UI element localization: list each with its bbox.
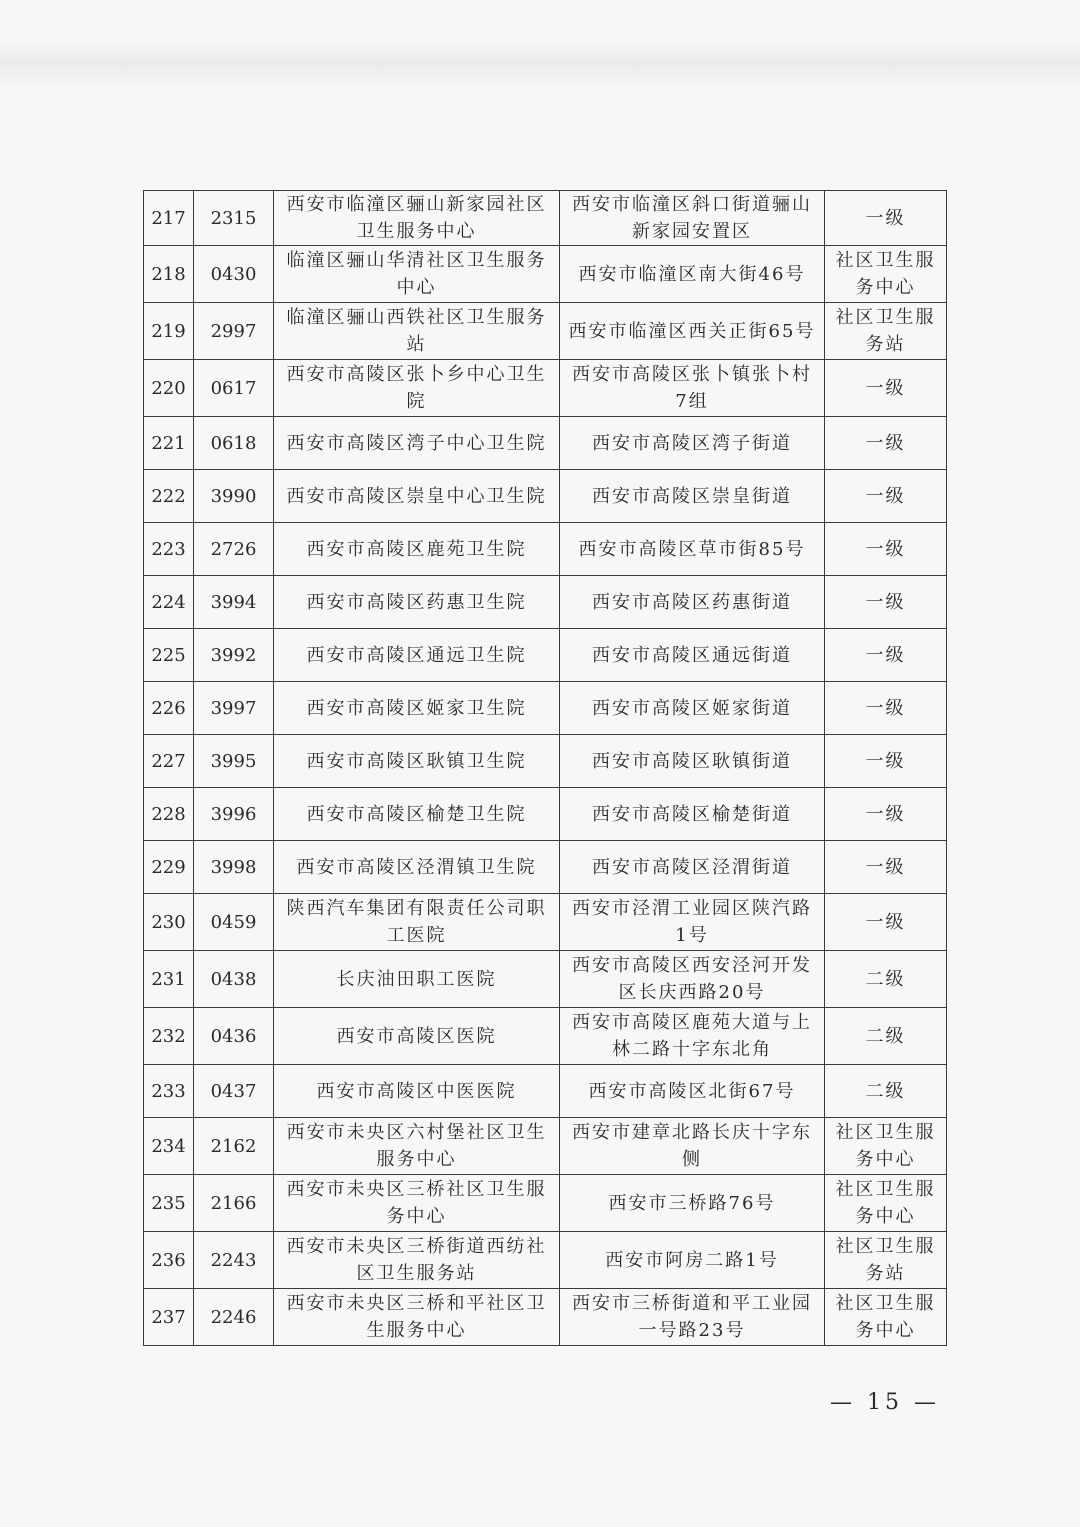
row-number-cell: 234 bbox=[144, 1118, 194, 1175]
institution-address-cell: 西安市建章北路长庆十字东侧 bbox=[560, 1118, 825, 1175]
institution-address-cell: 西安市高陵区北街67号 bbox=[560, 1065, 825, 1118]
institution-code-cell: 2166 bbox=[194, 1175, 274, 1232]
institution-level-cell: 一级 bbox=[825, 735, 947, 788]
row-number-cell: 236 bbox=[144, 1232, 194, 1289]
institution-level-cell: 一级 bbox=[825, 894, 947, 951]
institution-name-cell: 西安市高陵区中医医院 bbox=[274, 1065, 560, 1118]
row-number-cell: 222 bbox=[144, 470, 194, 523]
institution-address-cell: 西安市高陵区耿镇街道 bbox=[560, 735, 825, 788]
institution-code-cell: 2246 bbox=[194, 1289, 274, 1346]
table-row bbox=[144, 682, 947, 735]
row-number-cell: 217 bbox=[144, 191, 194, 246]
institution-table bbox=[143, 190, 947, 1346]
institution-level-cell: 一级 bbox=[825, 470, 947, 523]
institution-address-cell: 西安市高陵区药惠街道 bbox=[560, 576, 825, 629]
institution-level-cell: 一级 bbox=[825, 523, 947, 576]
institution-name-cell: 西安市未央区六村堡社区卫生服务中心 bbox=[274, 1118, 560, 1175]
table-row bbox=[144, 360, 947, 417]
institution-level-cell: 一级 bbox=[825, 841, 947, 894]
institution-address-cell: 西安市临潼区西关正街65号 bbox=[560, 303, 825, 360]
institution-level-cell: 社区卫生服务中心 bbox=[825, 1118, 947, 1175]
table-row bbox=[144, 788, 947, 841]
institution-address-cell: 西安市高陵区鹿苑大道与上林二路十字东北角 bbox=[560, 1008, 825, 1065]
institution-name-cell: 西安市高陵区药惠卫生院 bbox=[274, 576, 560, 629]
institution-name-cell: 临潼区骊山西铁社区卫生服务站 bbox=[274, 303, 560, 360]
institution-code-cell: 3992 bbox=[194, 629, 274, 682]
institution-code-cell: 2162 bbox=[194, 1118, 274, 1175]
institution-code-cell: 2997 bbox=[194, 303, 274, 360]
institution-address-cell: 西安市阿房二路1号 bbox=[560, 1232, 825, 1289]
table-row bbox=[144, 951, 947, 1008]
institution-code-cell: 3997 bbox=[194, 682, 274, 735]
table-row bbox=[144, 246, 947, 303]
table-row bbox=[144, 1118, 947, 1175]
table-row bbox=[144, 1065, 947, 1118]
institution-address-cell: 西安市高陵区泾渭街道 bbox=[560, 841, 825, 894]
table-row bbox=[144, 894, 947, 951]
institution-name-cell: 西安市高陵区张卜乡中心卫生院 bbox=[274, 360, 560, 417]
institution-code-cell: 0430 bbox=[194, 246, 274, 303]
row-number-cell: 225 bbox=[144, 629, 194, 682]
institution-level-cell: 一级 bbox=[825, 417, 947, 470]
institution-code-cell: 0436 bbox=[194, 1008, 274, 1065]
row-number-cell: 237 bbox=[144, 1289, 194, 1346]
institution-name-cell: 西安市高陵区泾渭镇卫生院 bbox=[274, 841, 560, 894]
row-number-cell: 230 bbox=[144, 894, 194, 951]
row-number-cell: 223 bbox=[144, 523, 194, 576]
institution-name-cell: 西安市高陵区榆楚卫生院 bbox=[274, 788, 560, 841]
row-number-cell: 224 bbox=[144, 576, 194, 629]
institution-level-cell: 社区卫生服务中心 bbox=[825, 1175, 947, 1232]
institution-name-cell: 西安市临潼区骊山新家园社区卫生服务中心 bbox=[274, 191, 560, 246]
row-number-cell: 219 bbox=[144, 303, 194, 360]
table-row bbox=[144, 523, 947, 576]
institution-name-cell: 西安市未央区三桥社区卫生服务中心 bbox=[274, 1175, 560, 1232]
table-body bbox=[144, 191, 947, 1346]
institution-name-cell: 西安市高陵区崇皇中心卫生院 bbox=[274, 470, 560, 523]
institution-code-cell: 0437 bbox=[194, 1065, 274, 1118]
institution-address-cell: 西安市高陵区姬家街道 bbox=[560, 682, 825, 735]
row-number-cell: 228 bbox=[144, 788, 194, 841]
institution-code-cell: 3994 bbox=[194, 576, 274, 629]
institution-level-cell: 社区卫生服务站 bbox=[825, 303, 947, 360]
institution-address-cell: 西安市高陵区湾子街道 bbox=[560, 417, 825, 470]
row-number-cell: 231 bbox=[144, 951, 194, 1008]
row-number-cell: 233 bbox=[144, 1065, 194, 1118]
row-number-cell: 218 bbox=[144, 246, 194, 303]
institution-level-cell: 一级 bbox=[825, 629, 947, 682]
table-row bbox=[144, 841, 947, 894]
institution-code-cell: 0617 bbox=[194, 360, 274, 417]
table-row bbox=[144, 1175, 947, 1232]
institution-code-cell: 2243 bbox=[194, 1232, 274, 1289]
table-row bbox=[144, 470, 947, 523]
institution-code-cell: 3995 bbox=[194, 735, 274, 788]
table-row bbox=[144, 1232, 947, 1289]
institution-code-cell: 0618 bbox=[194, 417, 274, 470]
institution-address-cell: 西安市高陵区张卜镇张卜村7组 bbox=[560, 360, 825, 417]
institution-level-cell: 一级 bbox=[825, 360, 947, 417]
institution-code-cell: 2315 bbox=[194, 191, 274, 246]
institution-name-cell: 西安市高陵区湾子中心卫生院 bbox=[274, 417, 560, 470]
table-row bbox=[144, 735, 947, 788]
institution-name-cell: 西安市未央区三桥街道西纺社区卫生服务站 bbox=[274, 1232, 560, 1289]
institution-level-cell: 一级 bbox=[825, 576, 947, 629]
table-row bbox=[144, 191, 947, 246]
institution-address-cell: 西安市高陵区通远街道 bbox=[560, 629, 825, 682]
row-number-cell: 220 bbox=[144, 360, 194, 417]
row-number-cell: 227 bbox=[144, 735, 194, 788]
institution-level-cell: 一级 bbox=[825, 682, 947, 735]
institution-address-cell: 西安市临潼区南大街46号 bbox=[560, 246, 825, 303]
institution-code-cell: 3996 bbox=[194, 788, 274, 841]
institution-code-cell: 0459 bbox=[194, 894, 274, 951]
institution-code-cell: 0438 bbox=[194, 951, 274, 1008]
institution-level-cell: 二级 bbox=[825, 1008, 947, 1065]
institution-level-cell: 二级 bbox=[825, 951, 947, 1008]
institution-address-cell: 西安市三桥街道和平工业园一号路23号 bbox=[560, 1289, 825, 1346]
institution-address-cell: 西安市高陵区崇皇街道 bbox=[560, 470, 825, 523]
row-number-cell: 226 bbox=[144, 682, 194, 735]
table-row bbox=[144, 303, 947, 360]
institution-name-cell: 西安市高陵区鹿苑卫生院 bbox=[274, 523, 560, 576]
institution-level-cell: 社区卫生服务中心 bbox=[825, 246, 947, 303]
institution-name-cell: 临潼区骊山华清社区卫生服务中心 bbox=[274, 246, 560, 303]
institution-address-cell: 西安市高陵区榆楚街道 bbox=[560, 788, 825, 841]
institution-address-cell: 西安市高陵区西安泾河开发区长庆西路20号 bbox=[560, 951, 825, 1008]
institution-level-cell: 二级 bbox=[825, 1065, 947, 1118]
row-number-cell: 232 bbox=[144, 1008, 194, 1065]
institution-name-cell: 西安市高陵区姬家卫生院 bbox=[274, 682, 560, 735]
institution-name-cell: 西安市未央区三桥和平社区卫生服务中心 bbox=[274, 1289, 560, 1346]
institution-code-cell: 3990 bbox=[194, 470, 274, 523]
table-row bbox=[144, 417, 947, 470]
institution-code-cell: 3998 bbox=[194, 841, 274, 894]
institution-address-cell: 西安市泾渭工业园区陕汽路1号 bbox=[560, 894, 825, 951]
page-number: — 15 — bbox=[830, 1390, 940, 1415]
institution-level-cell: 社区卫生服务中心 bbox=[825, 1289, 947, 1346]
institution-level-cell: 一级 bbox=[825, 788, 947, 841]
table-row bbox=[144, 1289, 947, 1346]
institution-name-cell: 陕西汽车集团有限责任公司职工医院 bbox=[274, 894, 560, 951]
institution-code-cell: 2726 bbox=[194, 523, 274, 576]
institution-name-cell: 长庆油田职工医院 bbox=[274, 951, 560, 1008]
institution-name-cell: 西安市高陵区通远卫生院 bbox=[274, 629, 560, 682]
institution-address-cell: 西安市三桥路76号 bbox=[560, 1175, 825, 1232]
table-row bbox=[144, 1008, 947, 1065]
institution-address-cell: 西安市临潼区斜口街道骊山新家园安置区 bbox=[560, 191, 825, 246]
row-number-cell: 221 bbox=[144, 417, 194, 470]
scan-shadow bbox=[0, 40, 1080, 90]
table-row bbox=[144, 576, 947, 629]
institution-name-cell: 西安市高陵区医院 bbox=[274, 1008, 560, 1065]
institution-level-cell: 社区卫生服务站 bbox=[825, 1232, 947, 1289]
row-number-cell: 235 bbox=[144, 1175, 194, 1232]
row-number-cell: 229 bbox=[144, 841, 194, 894]
institution-name-cell: 西安市高陵区耿镇卫生院 bbox=[274, 735, 560, 788]
table-row bbox=[144, 629, 947, 682]
institution-level-cell: 一级 bbox=[825, 191, 947, 246]
institution-address-cell: 西安市高陵区草市街85号 bbox=[560, 523, 825, 576]
